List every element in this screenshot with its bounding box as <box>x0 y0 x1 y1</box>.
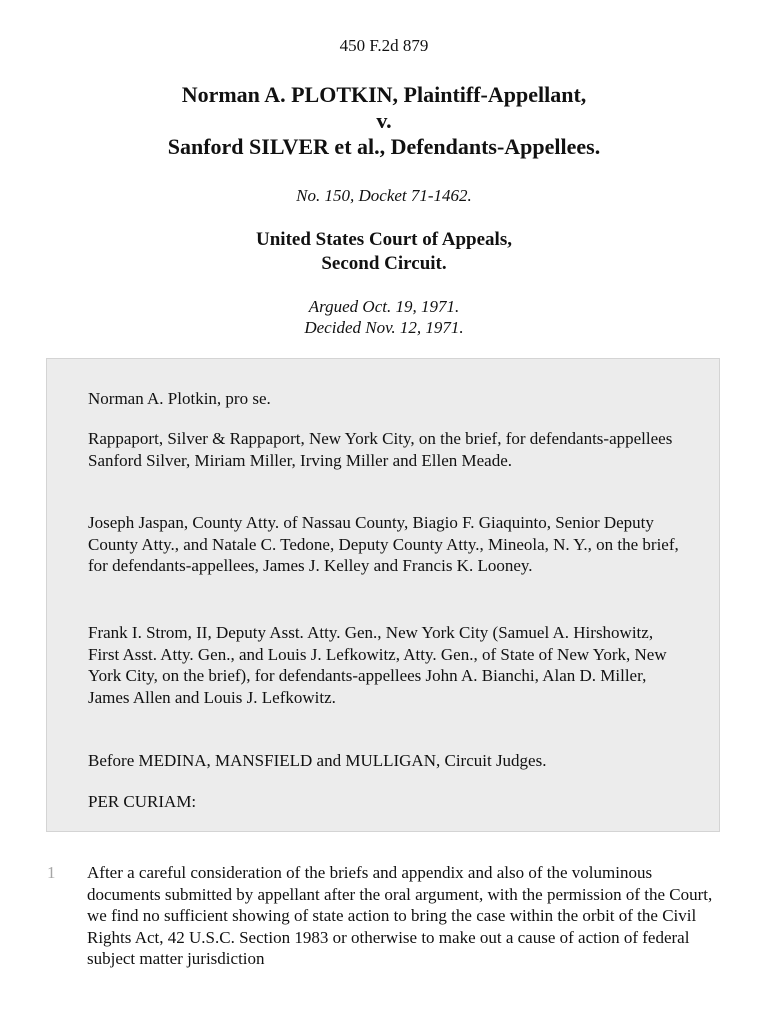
reporter-citation: 450 F.2d 879 <box>339 36 429 55</box>
plaintiff-line: Norman A. PLOTKIN, Plaintiff-Appellant, <box>181 82 587 107</box>
docket-number: No. 150, Docket 71-1462. <box>296 186 472 205</box>
decided-date: Decided Nov. 12, 1971. <box>304 318 464 337</box>
versus-line: v. <box>376 108 392 133</box>
per-curiam-heading: PER CURIAM: <box>88 792 197 811</box>
defendant-line: Sanford SILVER et al., Defendants-Appellees. <box>167 134 601 159</box>
case-dates <box>0 296 768 338</box>
counsel-entry-plotkin: Norman A. Plotkin, pro se. <box>88 389 271 408</box>
counsel-entry-rappaport: Rappaport, Silver & Rappaport, New York City, on the brief, for defendants-appellees Sanford Silver, Miriam Miller, Irving Miller and Ellen Meade. <box>88 429 673 470</box>
counsel-box <box>46 358 720 832</box>
court-name-line-1: United States Court of Appeals, <box>256 229 512 250</box>
opinion-paragraph: After a careful consideration of the briefs and appendix and also of the voluminous documents submitted by appellant after the oral argument, with the permission of the Court, we find no sufficient showing of state action to bring the case within the orbit of the Civil Rights Act, 42 U.S.C. Section 1983 or otherwise to make out a cause of action of federal subject matter jurisdiction <box>87 863 713 968</box>
panel-judges: Before MEDINA, MANSFIELD and MULLIGAN, Circuit Judges. <box>88 751 547 770</box>
argued-date: Argued Oct. 19, 1971. <box>308 297 460 316</box>
case-caption <box>0 82 768 160</box>
paragraph-number: 1 <box>47 863 56 882</box>
court-name <box>0 228 768 276</box>
counsel-entry-strom: Frank I. Strom, II, Deputy Asst. Atty. Gen., New York City (Samuel A. Hirshowitz, First Asst. Atty. Gen., and Louis J. Lefkowitz, Atty. Gen., of State of New York, New York City, on the brief), for defendants-appellees John A. Bianchi, Alan D. Miller, James Allen and Louis J. Lefkowitz. <box>88 623 667 707</box>
counsel-entry-jaspan: Joseph Jaspan, County Atty. of Nassau County, Biagio F. Giaquinto, Senior Deputy County Atty., and Natale C. Tedone, Deputy County Atty., Mineola, N. Y., on the brief, for defendants-appellees, James J. Kelley and Francis K. Looney. <box>88 513 679 575</box>
court-name-line-2: Second Circuit. <box>321 253 447 274</box>
